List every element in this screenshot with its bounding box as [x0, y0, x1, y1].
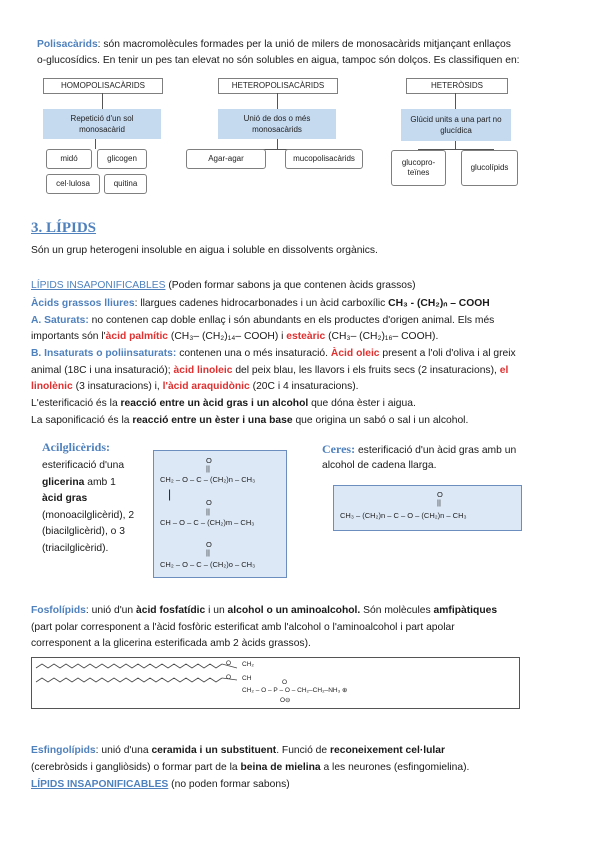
leaf-glucoproteines — [391, 150, 446, 186]
lipids-title: 3. LÍPIDS — [31, 220, 97, 236]
acil-l2 — [42, 475, 116, 491]
ester-c: que dóna èster i aigua. — [308, 398, 416, 409]
acil-l2b: amb 1 — [84, 477, 116, 488]
heteropolisacarids-header: HETEROPOLISACÀRIDS — [218, 78, 338, 94]
chem-bond-1: || — [206, 464, 210, 473]
saponification-line — [31, 413, 468, 429]
esfingo-t2b: beina de mielina — [240, 762, 321, 773]
insaponificables2-line — [31, 777, 290, 793]
chem-o-2: O — [206, 498, 212, 507]
sapon-a: La saponificació és la — [31, 415, 133, 426]
chem-pipe-1: | — [168, 487, 172, 501]
insaponificables2-note: (no poden formar sabons) — [168, 779, 290, 790]
insaponificables-note: (Poden formar sabons ja que contenen àcids grassos) — [165, 280, 416, 291]
chem-o-3: O — [206, 540, 212, 549]
fatty-acids-term: Àcids grassos lliures — [31, 298, 135, 309]
acil-l4: (monoacilglicèrid), 2 — [42, 510, 135, 521]
acil-l1: esterificació d'una — [42, 460, 125, 471]
chem-bond-3: || — [206, 548, 210, 557]
saturated-label: A. Saturats: — [31, 315, 89, 326]
saturated-text2a: importants són l' — [31, 331, 106, 342]
homopolisacarids-desc-text: Repetició d'un sol monosacàrid — [70, 114, 134, 134]
fatty-acids-desc: : llargues cadenes hidrocarbonades i un àcid carboxílic — [134, 298, 389, 309]
lipids-intro: Són un grup heterogeni insoluble en aigua i soluble en dissolvents orgànics. — [31, 245, 378, 256]
unsaturated-label: B. Insaturats o poliinsaturats: — [31, 348, 177, 359]
ceres-title: Ceres: — [322, 442, 356, 456]
leaf-mido: midó — [46, 149, 92, 169]
phospho-headgroup: CH₂ – O – P – O – CH₂–CH₂–NH₃ ⊕ — [242, 687, 348, 694]
homopolisacarids-header: HOMOPOLISACÀRIDS — [43, 78, 163, 94]
leaf-glucolipids: glucolípids — [461, 150, 518, 186]
fosfo-t1f: amfipàtiques — [433, 605, 498, 616]
heteropolisacarids-desc — [218, 109, 336, 139]
heterosids-header: HETERÒSIDS — [406, 78, 508, 94]
phospho-ch: CH — [242, 675, 252, 682]
fosfo-t1a: : unió d'un — [85, 605, 136, 616]
wax-row: CH₃ – (CH₂)n – C – O – (CH₂)n – CH₃ — [340, 511, 467, 520]
fatty-acids-formula: CH₃ - (CH₂)ₙ – COOH — [388, 298, 490, 309]
polisacarids-line2: o-glucosídics. En tenir un pes tan elevat no són solubles en aigua, tampoc són dolços. Es classifiquen en: — [37, 55, 520, 66]
fosfo-t1b: àcid fosfatídic — [135, 605, 206, 616]
insaponificables-title: LÍPIDS INSAPONIFICABLES — [31, 280, 166, 291]
leaf-agar-agar: Agar-agar — [186, 149, 266, 169]
phospho-o-3: O — [282, 679, 288, 686]
unsaturated-line2 — [31, 363, 508, 379]
sapon-c: que origina un sabó o sal i un alcohol. — [292, 415, 469, 426]
fosfo-t1e: Són molècules — [360, 605, 434, 616]
leaf-glicogen: glicogen — [97, 149, 147, 169]
linolenic-acid: linolènic — [31, 381, 73, 392]
ceres-text1: esterificació d'un àcid gras amb un — [355, 445, 517, 456]
esfingo-t1d: reconeixement cel·lular — [330, 745, 446, 756]
leaf-glucoproteines-text: glucopro-teïnes — [401, 158, 436, 177]
unsaturated-text3b: (20C i 4 insaturacions). — [249, 381, 359, 392]
el-word: el — [499, 365, 509, 376]
connector-line — [455, 93, 456, 109]
fosfo-t1c: i un — [205, 605, 228, 616]
oleic-acid: Àcid oleic — [330, 348, 380, 359]
fatty-chains-graphic — [32, 658, 519, 708]
connector-line — [455, 141, 456, 149]
phospho-o-2: O — [226, 674, 232, 681]
esterification-line — [31, 396, 416, 412]
polisacarids-term: Polisacàrids — [37, 39, 98, 50]
connector-line — [277, 93, 278, 109]
chem-bond-2: || — [206, 507, 210, 516]
fatty-acids-line — [31, 296, 490, 312]
saturated-line2 — [31, 329, 438, 345]
unsaturated-line1 — [31, 346, 516, 362]
polisacarids-line1 — [37, 37, 511, 53]
acil-l3: àcid gras — [42, 493, 88, 504]
saturated-text1: no contenen cap doble enllaç i són abundants en els productes d'origen animal. Els més — [88, 315, 495, 326]
leaf-mucopolisacarids: mucopolisacàrids — [285, 149, 363, 169]
chem-row-1: CH₂ – O – C – (CH₂)n – CH₃ — [160, 475, 256, 484]
leaf-cellulosa: cel·lulosa — [46, 174, 100, 194]
esfingo-t2a: (cerebròsids i gangliòsids) o formar part de la — [31, 762, 241, 773]
phospholipid-structure — [31, 657, 520, 709]
fosfolipids-line1 — [31, 603, 497, 619]
heteropolisacarids-desc-text: Unió de dos o més monosacàrids — [243, 114, 311, 134]
unsaturated-text1b: present a l'oli d'oliva i al greix — [379, 348, 516, 359]
palmitic-formula: (CH₃– (CH₂)₁₄– COOH) i — [168, 331, 287, 342]
esfingolipids-line1 — [31, 743, 445, 759]
acil-l6: (triacilglicèrid). — [42, 543, 109, 554]
connector-line — [102, 93, 103, 109]
heterosids-desc — [401, 109, 511, 141]
connector-line — [95, 139, 96, 149]
wax-structure — [333, 485, 522, 531]
stearic-formula: (CH₃– (CH₂)₁₆– COOH). — [325, 331, 439, 342]
leaf-quitina: quitina — [104, 174, 147, 194]
esfingo-t1a: : unió d'una — [95, 745, 152, 756]
wax-o: O — [437, 490, 443, 499]
phospho-ch2-top: CH₂ — [242, 661, 254, 668]
saturated-line1 — [31, 313, 494, 329]
acilglicerids-title: Acilglicèrids: — [42, 440, 110, 454]
ester-a: L'esterificació és la — [31, 398, 121, 409]
unsaturated-text2b: del peix blau, les llavors i els fruits secs (2 insaturacions), — [232, 365, 500, 376]
chem-row-2: CH – O – C – (CH₂)m – CH₃ — [160, 518, 255, 527]
esfingolipids-line2 — [31, 760, 469, 776]
unsaturated-text1: contenen una o més insaturació. — [176, 348, 331, 359]
phospho-o-minus: O⊖ — [280, 697, 291, 704]
triglyceride-structure — [153, 450, 287, 578]
unsaturated-line3 — [31, 379, 359, 395]
ester-b: reacció entre un àcid gras i un alcohol — [120, 398, 309, 409]
homopolisacarids-desc — [43, 109, 161, 139]
fosfolipids-term: Fosfolípids — [31, 605, 86, 616]
insaponificables-line — [31, 278, 416, 294]
wax-bond: || — [437, 498, 441, 507]
heterosids-desc-text: Glúcid units a una part no glucídica — [410, 115, 502, 135]
fosfolipids-line2: (part polar corresponent a l'àcid fosfòric esterificat amb l'alcohol o l'aminoalcohol i part apolar — [31, 622, 455, 633]
ceres-line2: alcohol de cadena llarga. — [322, 460, 437, 471]
acil-glicerina: glicerina — [42, 477, 85, 488]
chem-o-1: O — [206, 456, 212, 465]
sapon-b: reacció entre un èster i una base — [132, 415, 293, 426]
esfingo-t1b: ceramida i un substituent — [151, 745, 277, 756]
connector-line — [277, 139, 278, 149]
fosfolipids-line3: corresponent a la glicerina esterificada amb 2 àcids grassos). — [31, 638, 311, 649]
esfingo-t2c: a les neurones (esfingomielina). — [320, 762, 470, 773]
phospho-o-1: O — [226, 660, 232, 667]
unsaturated-text3a: (3 insaturacions) i, — [72, 381, 163, 392]
esfingolipids-term: Esfingolípids — [31, 745, 96, 756]
insaponificables2-title: LÍPIDS INSAPONIFICABLES — [31, 779, 169, 790]
ceres-line1 — [322, 441, 516, 459]
arachidonic-acid: l'àcid araquidònic — [162, 381, 250, 392]
linoleic-acid: àcid linoleic — [173, 365, 233, 376]
palmitic-acid: àcid palmític — [105, 331, 169, 342]
esfingo-t1c: . Funció de — [276, 745, 330, 756]
fosfo-t1d: alcohol o un aminoalcohol. — [227, 605, 361, 616]
polisacarids-text1: : són macromolècules formades per la unió de milers de monosacàrids mitjançant enllaços — [97, 39, 511, 50]
chem-row-3: CH₂ – O – C – (CH₂)o – CH₃ — [160, 560, 256, 569]
unsaturated-text2a: animal (18C i una insaturació); — [31, 365, 174, 376]
acil-l5: (biacilglicèrid), o 3 — [42, 526, 125, 537]
stearic-acid: esteàric — [286, 331, 326, 342]
